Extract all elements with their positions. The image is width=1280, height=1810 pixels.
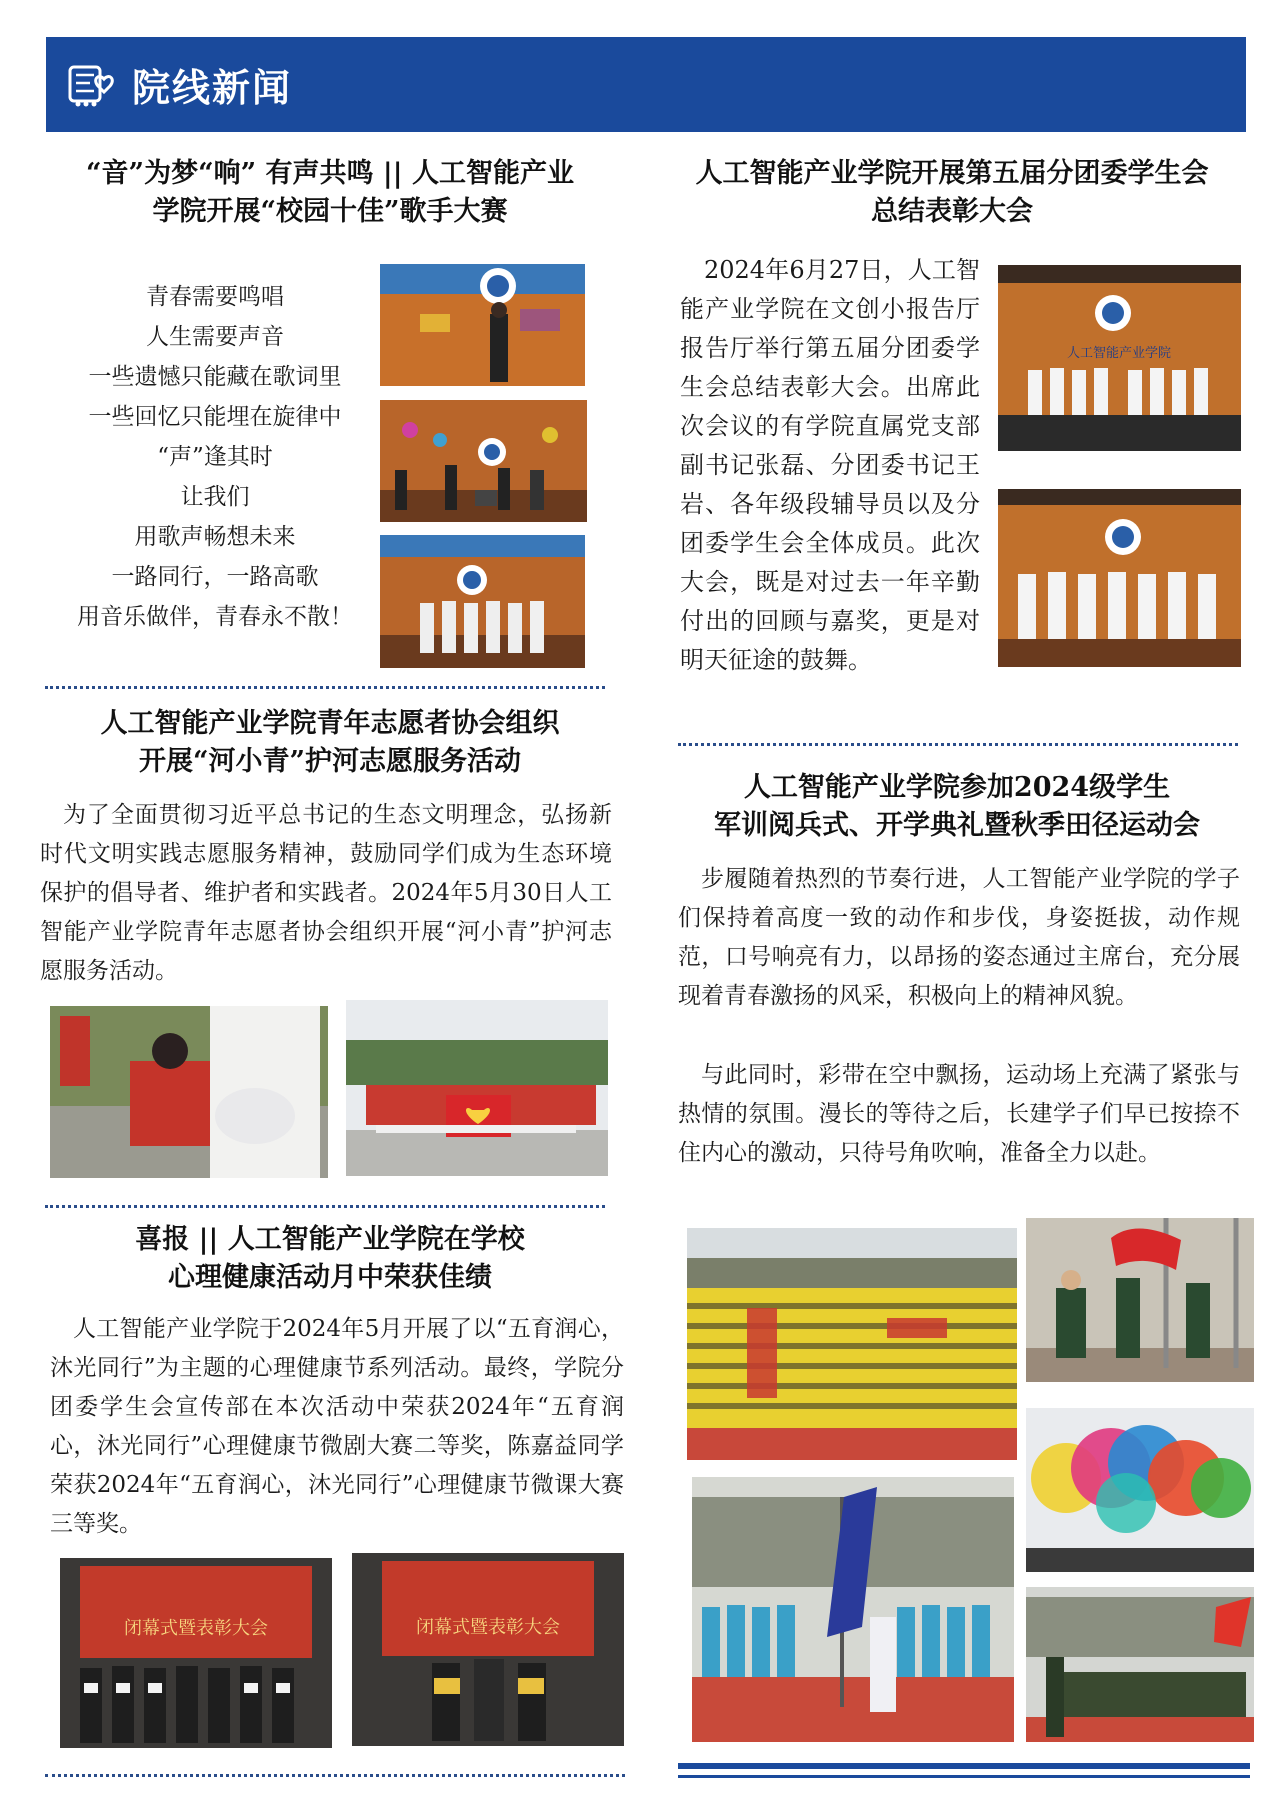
volunteer-photo-2: [346, 1000, 608, 1176]
article-title-council: 人工智能产业学院开展第五届分团委学生会 总结表彰大会: [695, 158, 1209, 227]
volunteer-body: 为了全面贯彻习近平总书记的生态文明理念，弘扬新时代文明实践志愿服务精神，鼓励同学们成为生态环境保护的倡导者、维护者和实践者。2024年5月30日人工智能产业学院青年志愿者协会组织开展“河小青”护河志愿服务活动。: [40, 802, 612, 984]
singer-poem: [45, 277, 385, 637]
parade-photo-stadium: [687, 1228, 1017, 1460]
article-title-military: 人工智能产业学院参加2024级学生 军训阅兵式、开学典礼暨秋季田径运动会: [714, 772, 1200, 841]
parade-photo-colors: [1026, 1408, 1254, 1572]
article-title-volunteer: 人工智能产业学院青年志愿者协会组织 开展“河小青”护河志愿服务活动: [100, 708, 560, 777]
singer-photo-2: [380, 400, 587, 522]
article-title-mental: 喜报 || 人工智能产业学院在学校 心理健康活动月中荣获佳绩: [135, 1224, 525, 1293]
poem-line: 一路同行，一路高歌: [111, 564, 319, 590]
council-body: 2024年6月27日，人工智能产业学院在文创小报告厅报告厅举行第五届分团委学生会总结表彰大会。出席此次会议的有学院直属党支部副书记张磊、分团委书记王岩、各年级段辅导员以及分团委学生会全体成员。此次大会，既是对过去一年辛勤付出的回顾与嘉奖，更是对明天征途的鼓舞。: [680, 256, 980, 674]
divider: [45, 686, 605, 689]
section-header: [46, 37, 1246, 132]
mental-body: 人工智能产业学院于2024年5月开展了以“五育润心，沐光同行”为主题的心理健康节系列活动。最终，学院分团委学生会宣传部在本次活动中荣获2024年“五育润心，沐光同行”心理健康节微剧大赛二等奖，陈嘉益同学荣获2024年“五育润心，沐光同行”心理健康节微课大赛三等奖。: [50, 1316, 624, 1537]
stage-banner-text: 人工智能产业学院: [1066, 346, 1172, 361]
divider: [45, 1205, 605, 1208]
footer-bar: [678, 1775, 1250, 1778]
military-para1: 步履随着热烈的节奏行进，人工智能产业学院的学子们保持着高度一致的动作和步伐，身姿挺拔，动作规范，口号响亮有力，以昂扬的姿态通过主席台，充分展现着青春激扬的风采，积极向上的精神风貌。: [678, 866, 1240, 1009]
poem-line: 用音乐做伴，青春永不散！: [77, 604, 353, 630]
parade-photo-flag: [1026, 1218, 1254, 1382]
divider: [678, 743, 1238, 746]
mental-photo-1: [60, 1558, 332, 1748]
council-photo-1: [998, 265, 1241, 451]
parade-photo-soldiers: [1026, 1587, 1254, 1742]
poem-line: 人生需要声音: [146, 324, 284, 350]
poem-line: 一些回忆只能埋在旋律中: [88, 404, 342, 430]
page-title: 院线新闻: [132, 66, 293, 110]
singer-photo-3: [380, 535, 585, 668]
military-para2: 与此同时，彩带在空中飘扬，运动场上充满了紧张与热情的氛围。漫长的等待之后，长建学子们早已按捺不住内心的激动，只待号角吹响，准备全力以赴。: [678, 1062, 1240, 1166]
singer-photo-1: [380, 264, 585, 386]
poem-line: 让我们: [180, 484, 250, 510]
poem-line: 一些遗憾只能藏在歌词里: [88, 364, 342, 390]
award-banner-text: 闭幕式暨表彰大会: [124, 1618, 268, 1639]
poem-line: 青春需要鸣唱: [146, 284, 284, 310]
article-title-singer: “音”为梦“响” 有声共鸣 || 人工智能产业 学院开展“校园十佳”歌手大赛: [86, 158, 574, 227]
divider: [45, 1774, 625, 1777]
footer-bar: [678, 1763, 1250, 1769]
parade-photo-march: [692, 1477, 1014, 1742]
award-banner-text: 闭幕式暨表彰大会: [416, 1617, 560, 1638]
poem-line: “声”逢其时: [157, 444, 273, 470]
volunteer-photo-1: [50, 1006, 328, 1178]
brain-heart-icon: [66, 59, 118, 111]
council-photo-2: [998, 489, 1241, 667]
mental-photo-2: [352, 1553, 624, 1746]
poem-line: 用歌声畅想未来: [134, 524, 296, 550]
